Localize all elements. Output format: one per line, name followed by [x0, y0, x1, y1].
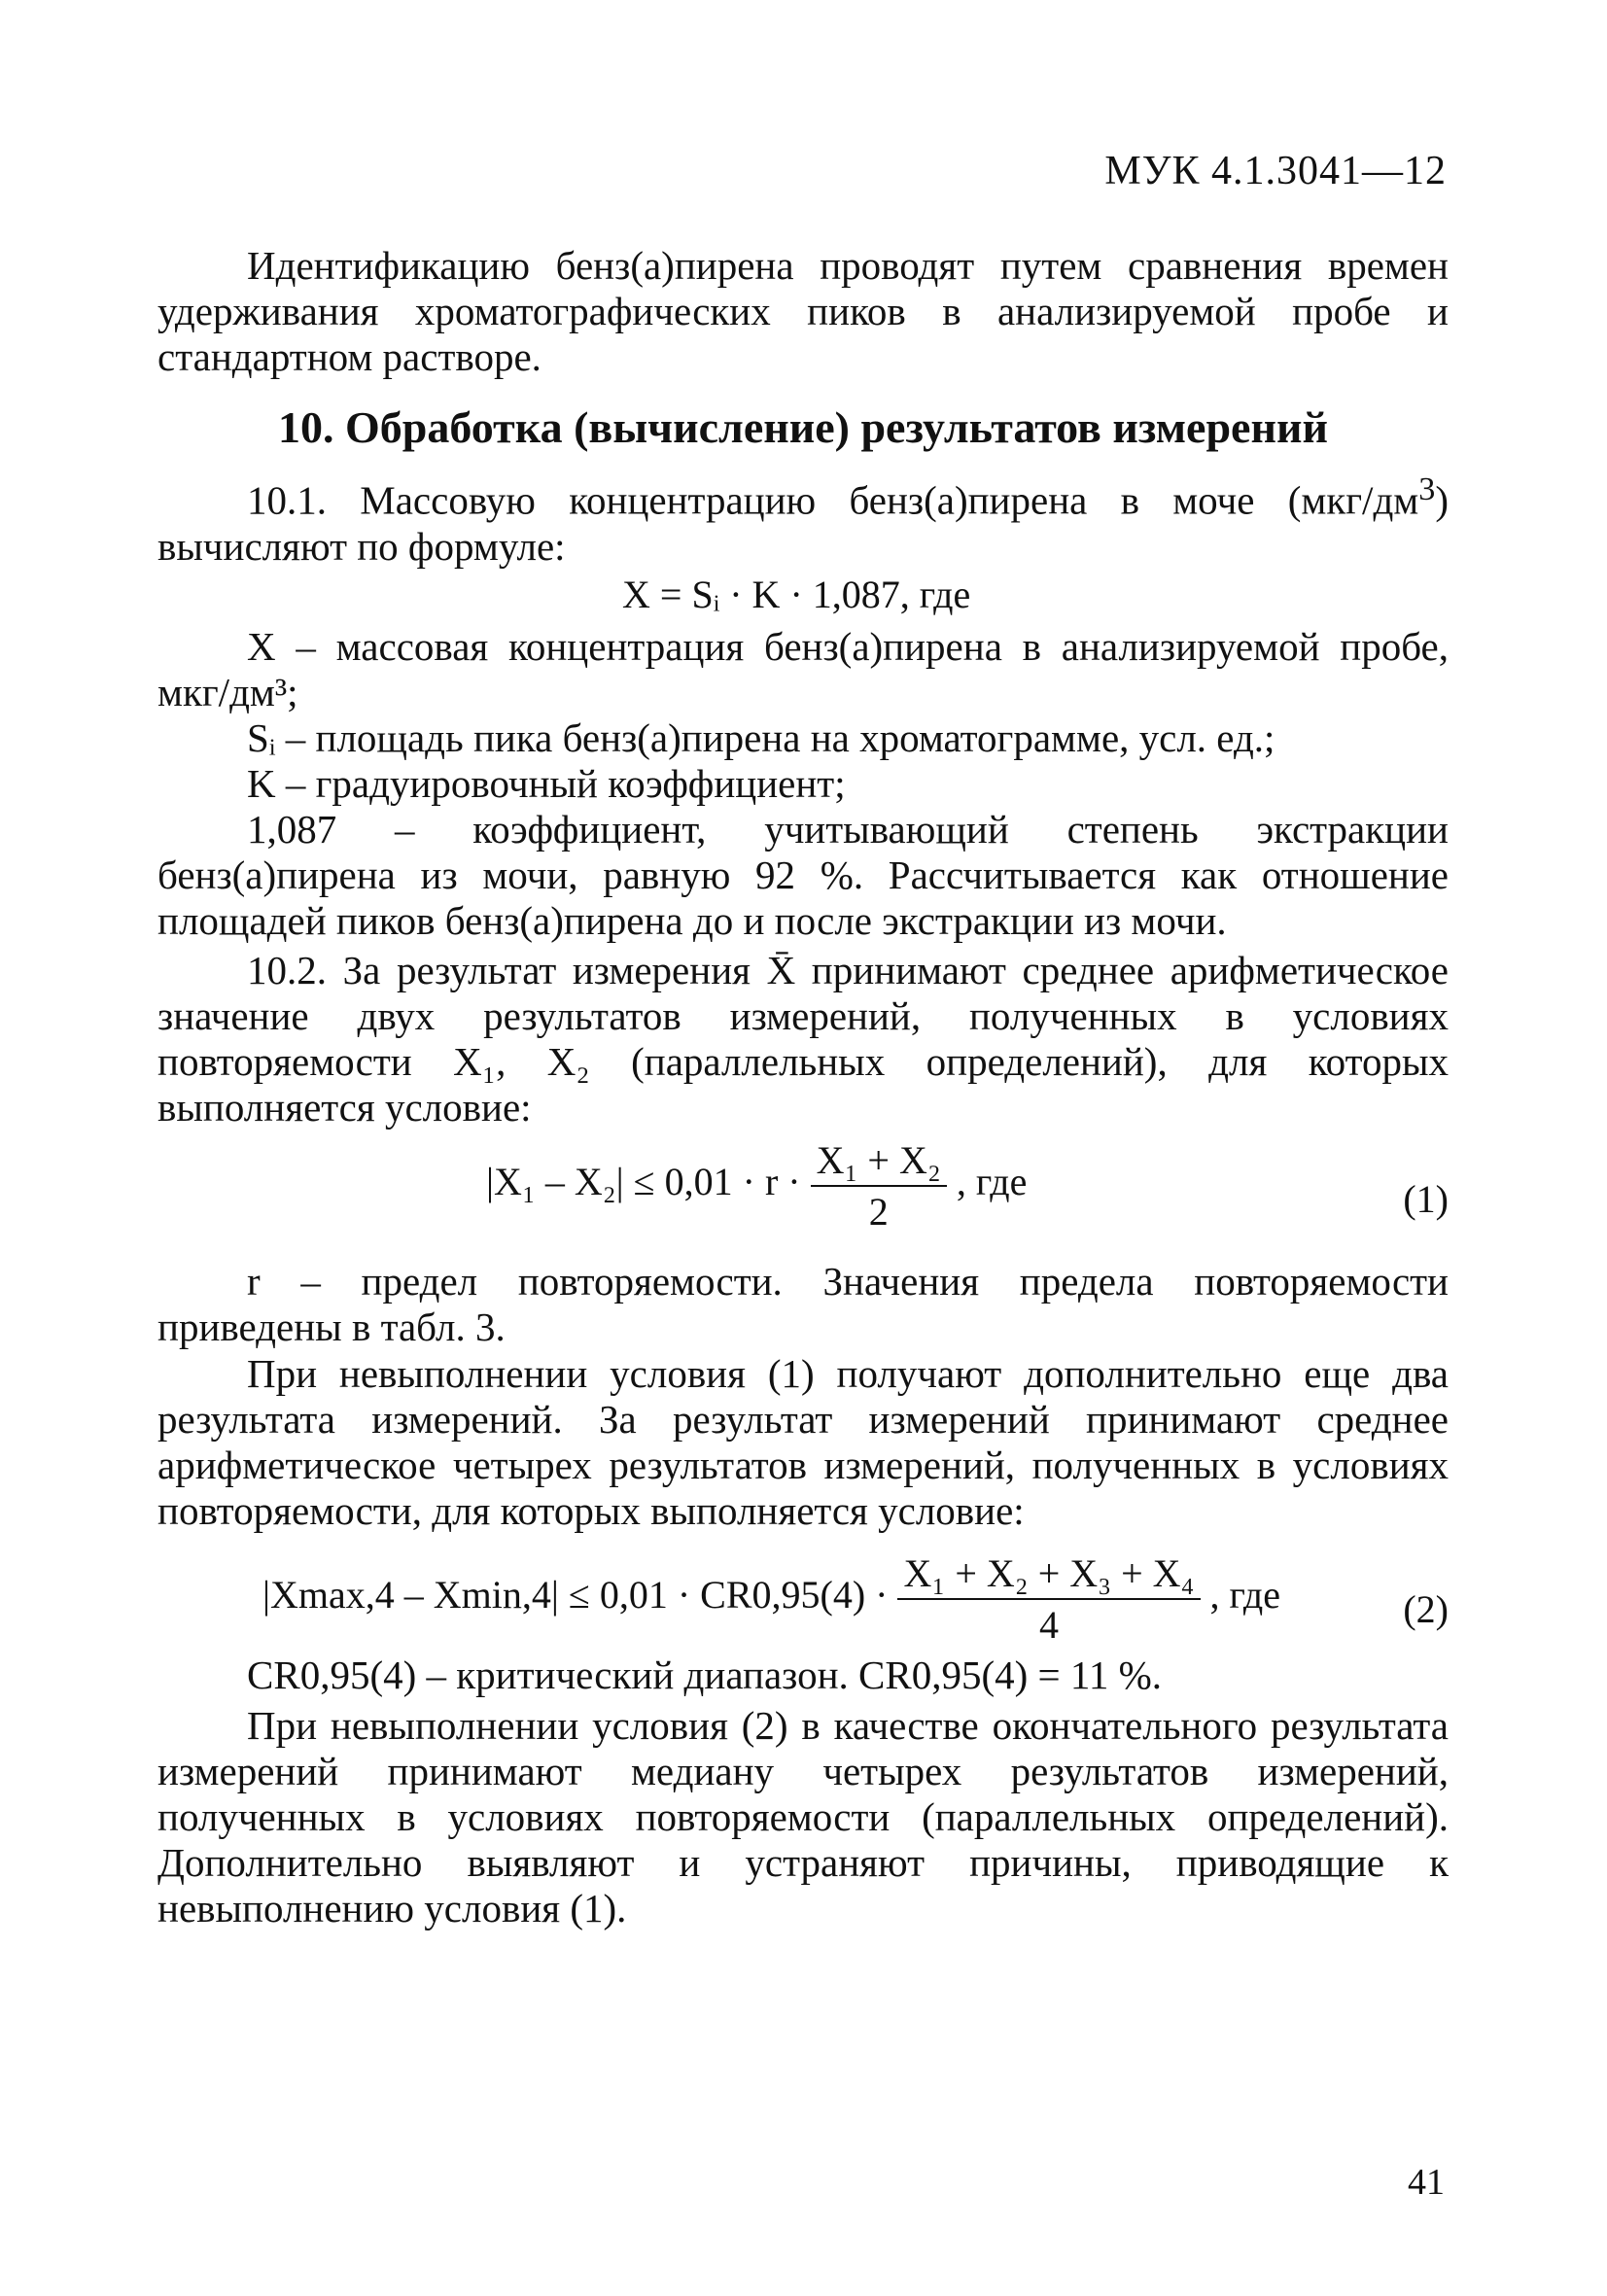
document-code: МУК 4.1.3041—12: [1104, 149, 1447, 193]
formula-2: [262, 1550, 1280, 1648]
formula-1: [486, 1137, 1027, 1235]
definition-coefficient: 1,087 – коэффициент, учитывающий степень экстракции бенз(а)пирена из мочи, равную 92 %. Рассчитывается как отношение площадей пиков бенз(а)пирена до и после экстракции из мочи.: [157, 807, 1449, 943]
formula-concentration: X = Sᵢ · K · 1,087, где: [622, 573, 971, 616]
formula-1-number: (1): [1403, 1177, 1449, 1221]
definition-k: K – градуировочный коэффициент;: [247, 761, 846, 806]
r-definition: r – предел повторяемости. Значения предела повторяемости приведены в табл. 3.: [157, 1259, 1449, 1349]
definitions-list: [157, 624, 1449, 944]
paragraph-fail-1: При невыполнении условия (1) получают дополнительно еще два результата измерений. За результат измерений принимают среднее арифметическое четырех результатов измерений, полученных в условиях повторяемости, для которых выполняется условие:: [157, 1351, 1449, 1533]
formula-1-left: |X₁ – X₂| ≤ 0,01 · r ·: [486, 1160, 801, 1204]
formula-2-numerator: X₁ + X₂ + X₃ + X₄: [897, 1550, 1200, 1600]
paragraph-fail-2: При невыполнении условия (2) в качестве окончательного результата измерений принимают медиану четырех результатов измерений, полученных в условиях повторяемости (параллельных определений). Дополнительно выявляют и устраняют причины, приводящие к невыполнению условия (1).: [157, 1703, 1449, 1931]
formula-2-left: |Xmax,4 – Xmin,4| ≤ 0,01 · CR0,95(4) ·: [262, 1573, 889, 1618]
cr-definition-text: CR0,95(4) – критический диапазон. CR0,95(4) = 11 %.: [247, 1652, 1163, 1697]
formula-1-fraction: [811, 1137, 947, 1235]
formula-1-suffix: , где: [956, 1160, 1028, 1204]
formula-2-number: (2): [1403, 1587, 1449, 1631]
formula-1-numerator: X₁ + X₂: [811, 1137, 947, 1187]
formula-2-denominator: 4: [1038, 1603, 1059, 1647]
paragraph-10-1-text-b: ) вычисляют по формуле:: [157, 477, 1449, 569]
intro-paragraph: Идентификацию бенз(а)пирена проводят путем сравнения времен удерживания хроматографических пиков в анализируемой пробе и стандартном растворе.: [157, 243, 1449, 379]
formula-2-suffix: , где: [1209, 1573, 1281, 1618]
paragraph-10-1: 10.1. Массовую концентрацию бенз(а)пирена в моче $(мкг/дм^3)$ вычисляют по формуле:: [157, 471, 1449, 569]
formula-2-fraction: [897, 1550, 1200, 1648]
definition-s: Sᵢ – площадь пика бенз(а)пирена на хроматограмме, усл. ед.;: [247, 715, 1275, 760]
section-heading: 10. Обработка (вычисление) результатов измерений: [278, 402, 1328, 452]
formula-1-denominator: 2: [868, 1190, 889, 1234]
cr-definition: [157, 1652, 1449, 1698]
page-number: 41: [1408, 2162, 1445, 2203]
paragraph-10-2: 10.2. За результат измерения X̄ принимают среднее арифметическое значение двух результатов измерений, полученных в условиях повторяемости X₁, X₂ (параллельных определений), для которых выполняется условие:: [157, 948, 1449, 1130]
definition-x: X – массовая концентрация бенз(а)пирена в анализируемой пробе, мкг/дм³;: [157, 624, 1449, 714]
paragraph-10-1-text-a: 10.1. Массовую концентрацию бенз(а)пирена в моче (мкг/дм: [247, 477, 1419, 523]
